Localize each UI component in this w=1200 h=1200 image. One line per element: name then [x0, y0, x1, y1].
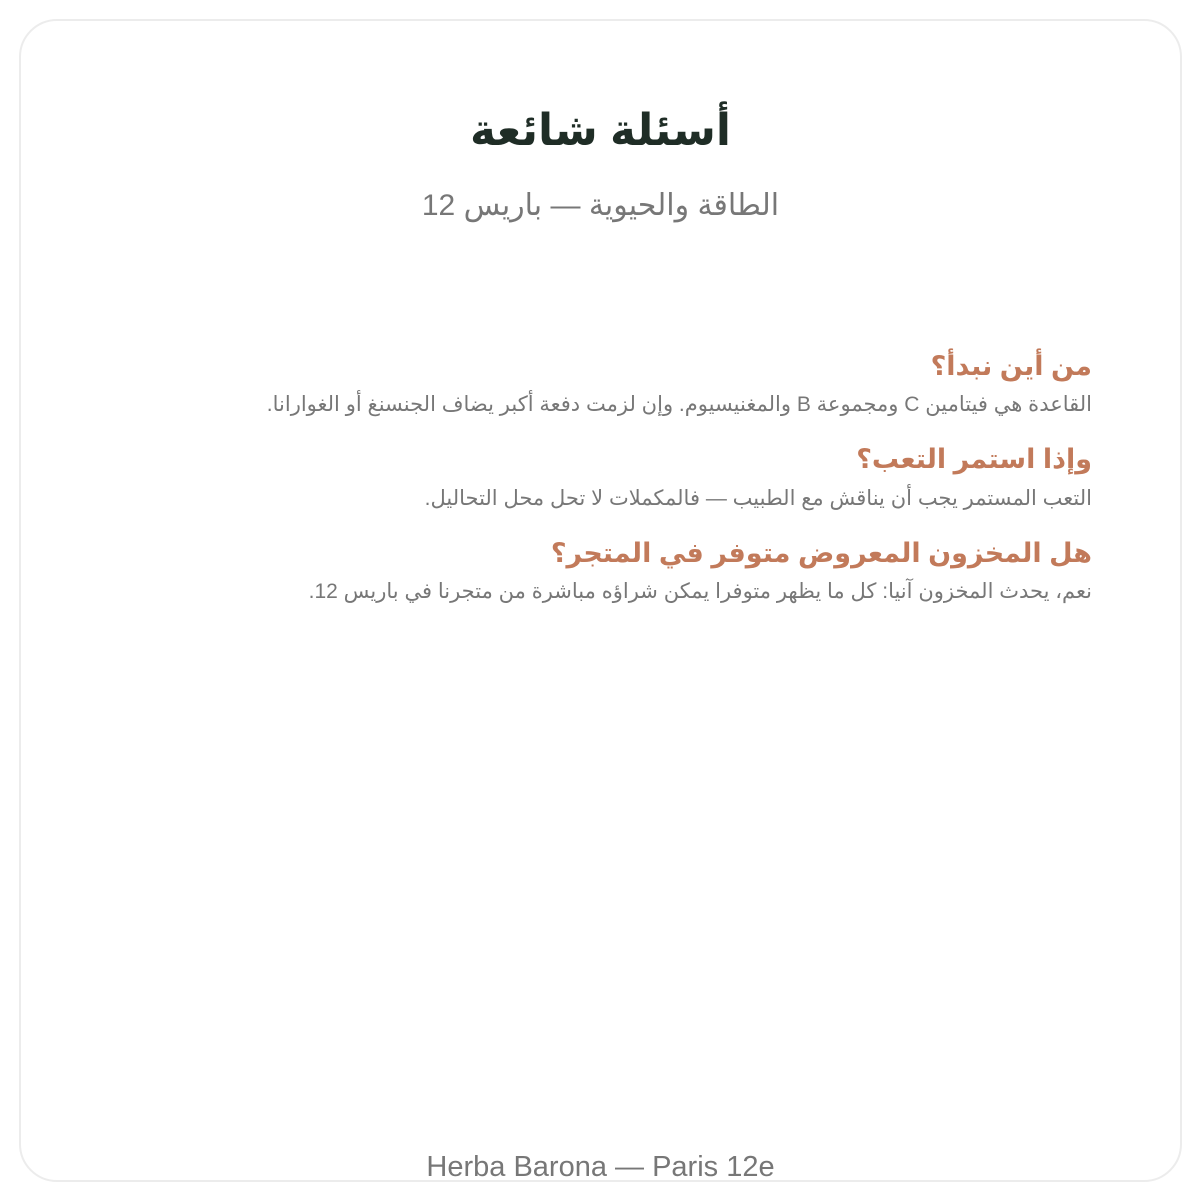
faq-question: وإذا استمر التعب؟: [856, 444, 1092, 475]
faq-item: [151, 349, 1092, 419]
faq-question: هل المخزون المعروض متوفر في المتجر؟: [550, 537, 1092, 568]
faq-answer: نعم، يحدث المخزون آنيا: كل ما يظهر متوفرا يمكن شراؤه مباشرة من متجرنا في باريس 12.: [308, 580, 1092, 604]
page-subtitle: الطاقة والحيوية — باريس 12: [421, 189, 780, 222]
faq-question: من أين نبدأ؟: [930, 351, 1092, 381]
footer-store-name: Herba Barona — Paris 12e: [426, 1151, 775, 1183]
faq-list: [151, 349, 1092, 629]
page-title: أسئلة شائعة: [469, 106, 731, 155]
faq-answer: القاعدة هي فيتامين C ومجموعة B والمغنيسيوم. وإن لزمت دفعة أكبر يضاف الجنسنغ أو الغوارانا.: [266, 393, 1092, 417]
faq-item: [151, 442, 1092, 512]
faq-answer: التعب المستمر يجب أن يناقش مع الطبيب — فالمكملات لا تحل محل التحاليل.: [424, 486, 1092, 510]
faq-card: [19, 19, 1182, 1182]
faq-item: [151, 536, 1092, 606]
